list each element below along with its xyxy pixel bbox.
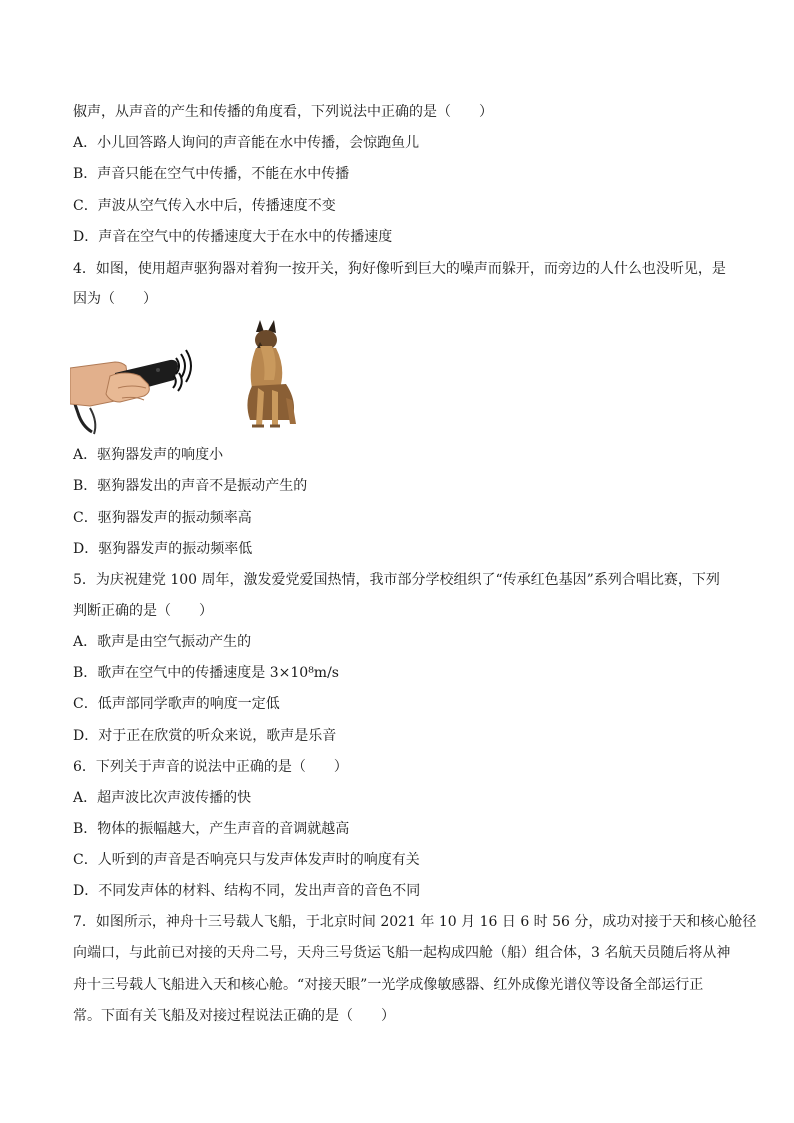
q7-stem-line-3: 舟十三号载人飞船进入天和核心舱。“对接天眼”一光学成像敏感器、红外成像光谱仪等设备全部运行正	[73, 977, 704, 993]
q4-stem-line-2: 因为（ ）	[73, 291, 157, 307]
q5-option-b: B．歌声在空气中的传播速度是 3×10⁸m/s	[73, 665, 339, 681]
q5-stem-line-1: 5．为庆祝建党 100 周年，激发爱党爱国热情，我市部分学校组织了“传承红色基因”系列合唱比赛，下列	[73, 572, 720, 588]
q5-option-d: D．对于正在欣赏的听众来说，歌声是乐音	[73, 728, 337, 744]
q3-option-b: B．声音只能在空气中传播，不能在水中传播	[73, 166, 350, 182]
q6-option-d: D．不同发声体的材料、结构不同，发出声音的音色不同	[73, 883, 421, 899]
q6-option-b: B．物体的振幅越大，产生声音的音调就越高	[73, 821, 350, 837]
q7-stem-line-2: 向端口，与此前已对接的天舟二号，天舟三号货运飞船一起构成四舱（船）组合体，3 名航天员随后将从神	[73, 945, 731, 961]
q5-option-c: C．低声部同学歌声的响度一定低	[73, 696, 280, 712]
q6-stem: 6．下列关于声音的说法中正确的是（ ）	[73, 759, 348, 775]
q4-option-d: D．驱狗器发声的振动频率低	[73, 541, 253, 557]
dog-repeller-illustration-icon	[70, 318, 300, 436]
q3-option-a: A．小儿回答路人询问的声音能在水中传播，会惊跑鱼儿	[73, 135, 420, 151]
q5-stem-line-2: 判断正确的是（ ）	[73, 603, 213, 619]
q4-option-a: A．驱狗器发声的响度小	[73, 447, 224, 463]
dog-repeller-figure	[70, 318, 300, 436]
q5-option-a: A．歌声是由空气振动产生的	[73, 634, 252, 650]
q6-option-a: A．超声波比次声波传播的快	[73, 790, 252, 806]
q3-option-d: D．声音在空气中的传播速度大于在水中的传播速度	[73, 229, 393, 245]
q3-stem-continuation: 俶声，从声音的产生和传播的角度看，下列说法中正确的是（ ）	[73, 104, 493, 120]
q6-option-c: C．人听到的声音是否响亮只与发声体发声时的响度有关	[73, 852, 420, 868]
q4-stem-line-1: 4．如图，使用超声驱狗器对着狗一按开关，狗好像听到巨大的噪声而躲开，而旁边的人什么也没听见，是	[73, 261, 726, 277]
q4-option-c: C．驱狗器发声的振动频率高	[73, 510, 252, 526]
q7-stem-line-1: 7．如图所示，神舟十三号载人飞船，于北京时间 2021 年 10 月 16 日 6 时 56 分，成功对接于天和核心舱径	[73, 914, 757, 930]
q7-stem-line-4: 常。下面有关飞船及对接过程说法正确的是（ ）	[73, 1008, 395, 1024]
q4-option-b: B．驱狗器发出的声音不是振动产生的	[73, 478, 308, 494]
q3-option-c: C．声波从空气传入水中后，传播速度不变	[73, 198, 336, 214]
